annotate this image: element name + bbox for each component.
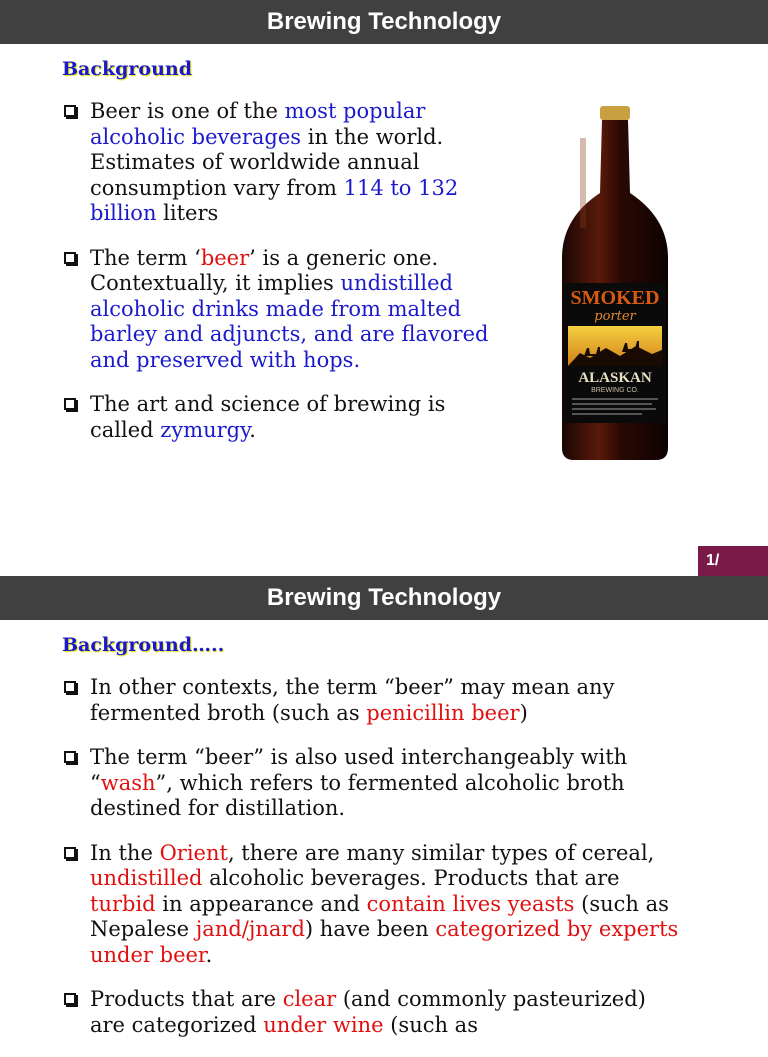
bullet-text: Beer is one of the most popular alcoholic beverages in the world. Estimates of worldwide annual consumption vary from 114 to 132 billion liters [90, 99, 459, 225]
beer-bottle-image [560, 98, 670, 462]
bullet-text: In other contexts, the term “beer” may mean any fermented broth (such as penicillin beer) [90, 675, 615, 725]
svg-text:ALASKAN: ALASKAN [578, 370, 652, 386]
bullet-text: In the Orient, there are many similar types of cereal, undistilled alcoholic beverages. Products that are turbid in appearance and contain lives yeasts (such as Nepalese jand/jnard) have been categorized by experts under beer. [90, 840, 679, 967]
checkbox-bullet-icon [64, 751, 76, 763]
svg-text:SMOKED: SMOKED [570, 287, 660, 309]
bullet-item [62, 987, 682, 1038]
bullet-text: The art and science of brewing is called zymurgy. [90, 392, 446, 442]
bullet-list [62, 99, 502, 462]
checkbox-bullet-icon [64, 993, 76, 1005]
bullet-item [62, 675, 682, 726]
checkbox-bullet-icon [64, 398, 76, 410]
slide-2 [0, 576, 768, 1037]
bullet-item [62, 745, 682, 822]
svg-text:porter: porter [594, 309, 636, 324]
checkbox-bullet-icon [64, 681, 76, 693]
slide-title: Brewing Technology [0, 0, 768, 44]
bullet-item [62, 99, 502, 227]
bullet-text: Products that are clear (and commonly pasteurized) are categorized under wine (such as [90, 987, 646, 1037]
checkbox-bullet-icon [64, 105, 76, 117]
svg-text:BREWING CO.: BREWING CO. [591, 387, 639, 394]
bullet-item [62, 246, 502, 374]
bullet-list [62, 675, 682, 1057]
slide-title: Brewing Technology [0, 576, 768, 620]
bullet-text: The term “beer” is also used interchangeably with “wash”, which refers to fermented alcoholic broth destined for distillation. [90, 745, 628, 820]
section-heading: Background [62, 58, 192, 80]
checkbox-bullet-icon [64, 847, 76, 859]
bullet-item [62, 392, 502, 443]
checkbox-bullet-icon [64, 252, 76, 264]
bullet-text: The term ‘beer’ is a generic one. Contextually, it implies undistilled alcoholic drinks made from malted barley and adjuncts, and are flavored and preserved with hops. [90, 245, 489, 372]
bottle-cap [600, 106, 630, 120]
page-number: 1/ [698, 546, 768, 576]
section-heading: Background….. [62, 634, 225, 656]
bullet-item [62, 841, 682, 969]
